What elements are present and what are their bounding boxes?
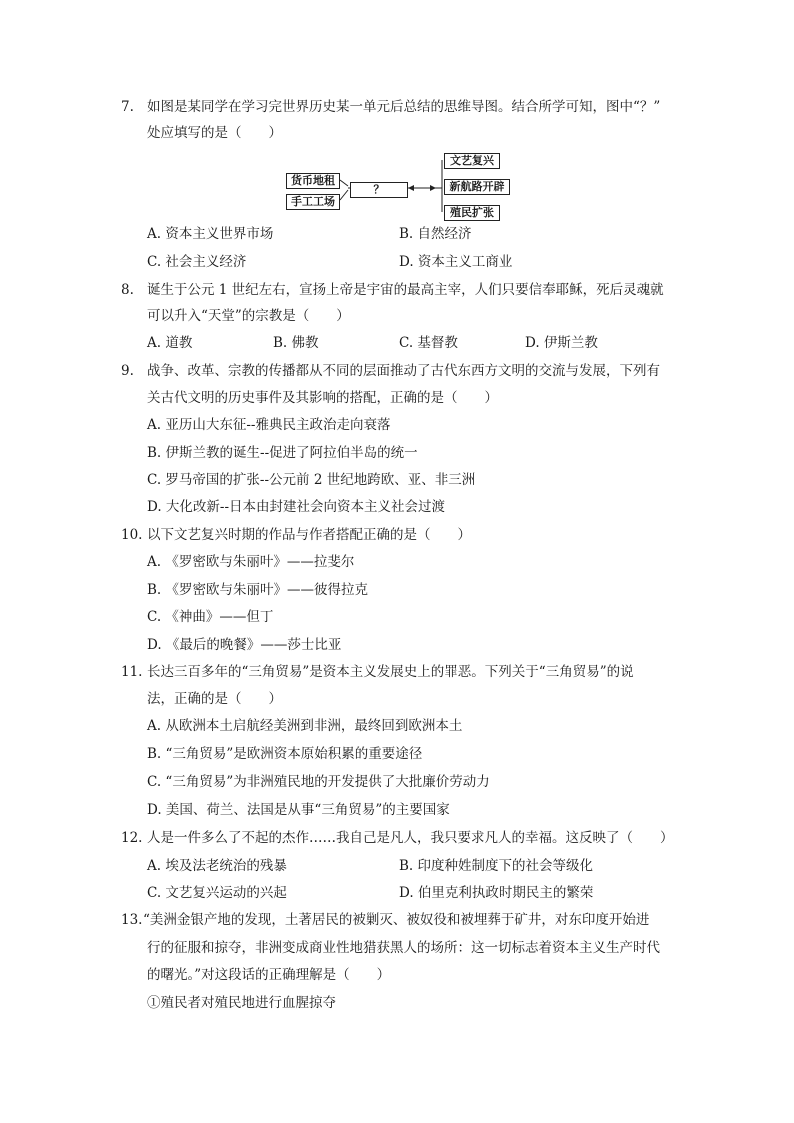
question-8-stem-line-1: 诞生于公元 1 世纪左右，宣扬上帝是宇宙的最高主宰，人们只要信奉耶稣，死后灵魂就 — [147, 282, 664, 298]
question-11-option-c[interactable]: C. “三角贸易”为非洲殖民地的开发提供了大批廉价劳动力 — [147, 774, 490, 790]
mind-map-diagram — [282, 148, 522, 224]
question-13-stem-line-1: “美洲金银产地的发现，土著居民的被剿灭、被奴役和被埋葬于矿井，对东印度开始进 — [143, 912, 650, 928]
question-8-option-a[interactable]: A. 道教 — [147, 335, 193, 351]
question-11-option-a[interactable]: A. 从欧洲本土启航经美洲到非洲，最终回到欧洲本土 — [147, 718, 463, 734]
question-7-option-b[interactable]: B. 自然经济 — [399, 226, 472, 242]
question-8-number: 8. — [121, 282, 134, 298]
question-9-option-d[interactable]: D. 大化改新--日本由封建社会向资本主义社会过渡 — [147, 499, 446, 515]
question-10-number: 10. — [121, 527, 143, 543]
question-11-number: 11. — [121, 664, 143, 680]
diagram-box-money-rent: 货币地租 — [286, 173, 340, 189]
question-9-stem-line-2: 关古代文明的历史事件及其影响的搭配，正确的是（ ） — [147, 390, 498, 406]
question-13-number: 13. — [121, 912, 143, 928]
question-12-option-d[interactable]: D. 伯里克利执政时期民主的繁荣 — [399, 885, 594, 901]
question-10-stem-line-1: 以下文艺复兴时期的作品与作者搭配正确的是（ ） — [147, 527, 471, 543]
question-10-option-a[interactable]: A. 《罗密欧与朱丽叶》——拉斐尔 — [147, 554, 355, 570]
question-8-stem-line-2: 可以升入“天堂”的宗教是（ ） — [147, 308, 350, 324]
question-8-option-b[interactable]: B. 佛教 — [273, 335, 319, 351]
question-11-option-d[interactable]: D. 美国、荷兰、法国是从事“三角贸易”的主要国家 — [147, 802, 450, 818]
question-9-stem-line-1: 战争、改革、宗教的传播都从不同的层面推动了古代东西方文明的交流与发展，下列有 — [147, 363, 660, 379]
question-8-option-d[interactable]: D. 伊斯兰教 — [525, 335, 598, 351]
question-10-option-c[interactable]: C. 《神曲》——但丁 — [147, 609, 274, 625]
question-7-option-a[interactable]: A. 资本主义世界市场 — [147, 226, 274, 242]
question-12-number: 12. — [121, 830, 143, 846]
question-9-option-a[interactable]: A. 亚历山大东征--雅典民主政治走向衰落 — [147, 417, 391, 433]
question-9-number: 9. — [121, 363, 134, 379]
question-13-stem-line-3: 的曙光。”对这段话的正确理解是（ ） — [147, 967, 391, 983]
question-10-option-b[interactable]: B. 《罗密欧与朱丽叶》——彼得拉克 — [147, 582, 369, 598]
question-12-option-b[interactable]: B. 印度种姓制度下的社会等级化 — [399, 858, 594, 874]
question-13-stem-line-2: 行的征服和掠夺，非洲变成商业性地猎获黑人的场所：这一切标志着资本主义生产时代 — [147, 940, 660, 956]
question-9-option-c[interactable]: C. 罗马帝国的扩张--公元前 2 世纪地跨欧、亚、非三洲 — [147, 472, 476, 488]
question-11-stem-line-1: 长达三百多年的“三角贸易”是资本主义发展史上的罪恶。下列关于“三角贸易”的说 — [147, 664, 634, 680]
question-12-option-a[interactable]: A. 埃及法老统治的残暴 — [147, 858, 287, 874]
question-7-stem-line-2: 处应填写的是（ ） — [147, 125, 282, 141]
question-12-option-c[interactable]: C. 文艺复兴运动的兴起 — [147, 885, 287, 901]
question-7-stem-line-1: 如图是某同学在学习完世界历史某一单元后总结的思维导图。结合所学可知，图中“？” — [147, 99, 661, 115]
question-9-option-b[interactable]: B. 伊斯兰教的诞生--促进了阿拉伯半岛的统一 — [147, 445, 418, 461]
question-7-number: 7. — [121, 99, 134, 115]
diagram-box-renaissance: 文艺复兴 — [444, 153, 500, 169]
diagram-box-question-mark: ？ — [350, 182, 408, 198]
question-7-option-c[interactable]: C. 社会主义经济 — [147, 254, 247, 270]
question-12-stem-line-1: 人是一件多么了不起的杰作……我自己是凡人，我只要求凡人的幸福。这反映了（ ） — [147, 830, 674, 846]
question-13-option-1: ①殖民者对殖民地进行血腥掠夺 — [147, 995, 336, 1011]
question-8-option-c[interactable]: C. 基督教 — [399, 335, 458, 351]
question-11-stem-line-2: 法，正确的是（ ） — [147, 691, 282, 707]
question-10-option-d[interactable]: D. 《最后的晚餐》——莎士比亚 — [147, 637, 342, 653]
diagram-box-colonial-expansion: 殖民扩张 — [444, 205, 500, 221]
question-11-option-b[interactable]: B. “三角贸易”是欧洲资本原始积累的重要途径 — [147, 746, 423, 762]
diagram-box-workshop: 手工工场 — [286, 194, 340, 210]
diagram-box-new-routes: 新航路开辟 — [444, 179, 510, 195]
question-7-option-d[interactable]: D. 资本主义工商业 — [399, 254, 513, 270]
